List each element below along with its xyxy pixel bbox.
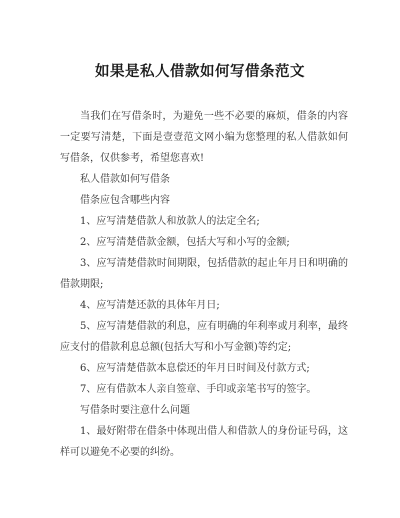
list-item: 7、应有借款本人亲自签章、手印或亲笔书写的签字。 [80,384,317,395]
intro-paragraph: 当我们在写借条时，为避免一些不必要的麻烦，借条的内容一定要写清楚，下面是壹壹范文网小编为您整理的私人借款如何写借条，仅供参考，希望您喜欢! [60,111,348,164]
document-body [60,106,348,463]
list-item: 2、应写清楚借款金额，包括大写和小写的金额; [80,237,290,248]
section-heading: 私人借款如何写借条 [80,174,170,185]
subsection-heading: 借条应包含哪些内容 [80,195,170,206]
subsection-heading: 写借条时要注意什么问题 [80,405,190,416]
list-item: 6、应写清楚借款本息偿还的年月日时间及付款方式; [80,363,310,374]
document-title: 如果是私人借款如何写借条范文 [95,64,305,80]
list-item: 4、应写清楚还款的具体年月日; [80,300,220,311]
list-item: 3、应写清楚借款时间期限，包括借款的起止年月日和明确的借款期限; [60,258,348,290]
list-item: 5、应写清楚借款的利息，应有明确的年利率或月利率，最终应支付的借款利息总额(包括大写和小写金额)等约定; [60,321,348,353]
list-item: 1、最好附带在借条中体现出借人和借款人的身份证号码，这样可以避免不必要的纠纷。 [60,426,348,458]
list-item: 1、应写清楚借款人和放款人的法定全名; [80,216,260,227]
